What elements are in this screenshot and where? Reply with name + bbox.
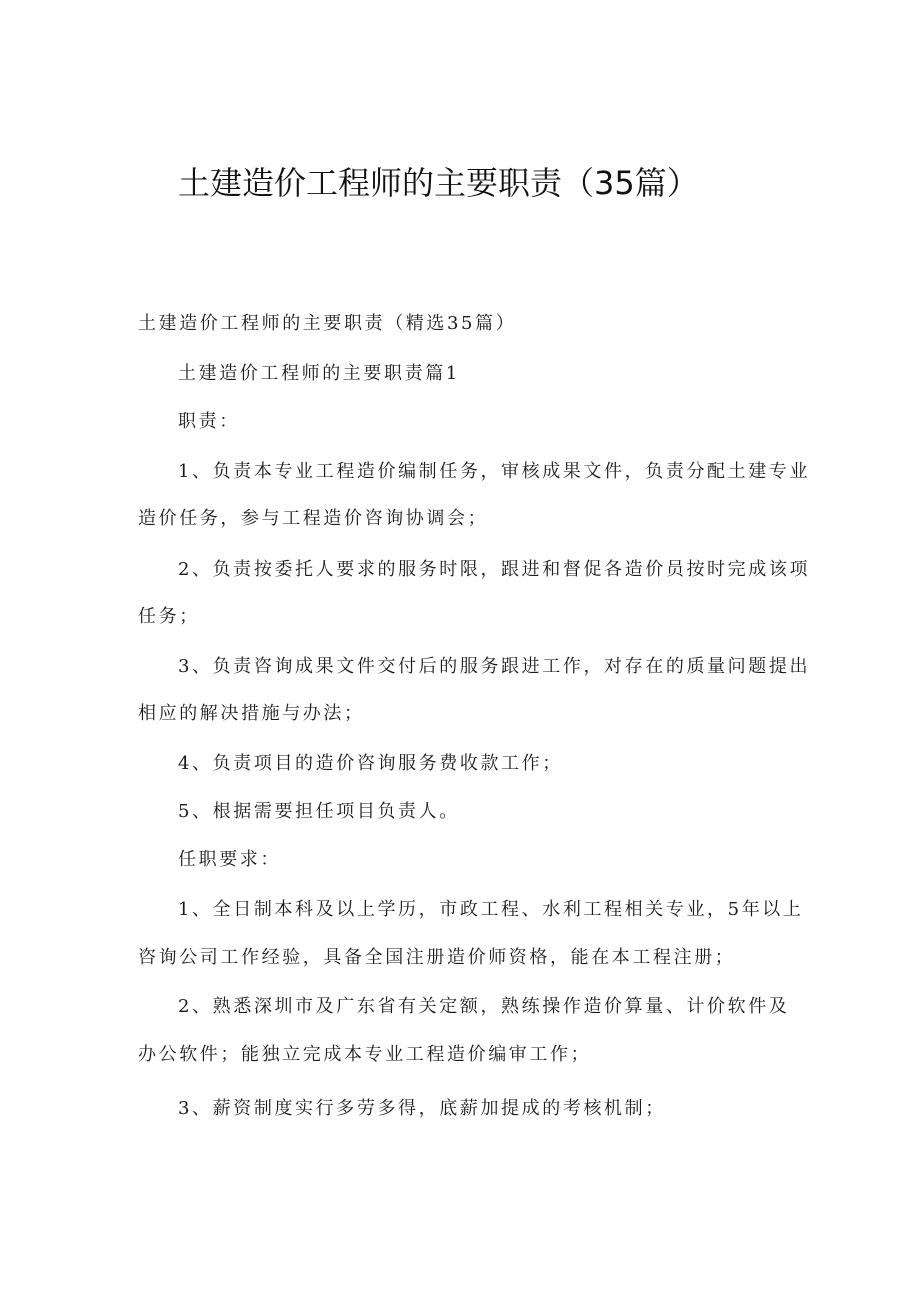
requirement-item-1-line-2: 咨询公司工作经验，具备全国注册造价师资格，能在本工程注册； [138,947,736,968]
document-subtitle: 土建造价工程师的主要职责（精选35篇） [138,313,517,334]
duty-item-3-line-2: 相应的解决措施与办法； [138,703,365,724]
requirements-label: 任职要求： [178,849,281,870]
duty-item-1-line-2: 造价任务，参与工程造价咨询协调会； [138,508,489,529]
requirement-item-1-line-1: 1、全日制本科及以上学历，市政工程、水利工程相关专业，5年以上 [178,899,804,920]
requirement-item-3: 3、薪资制度实行多劳多得，底薪加提成的考核机制； [178,1098,666,1119]
duty-item-5: 5、根据需要担任项目负责人。 [178,801,460,822]
duty-item-4: 4、负责项目的造价咨询服务费收款工作； [178,753,563,774]
duty-item-3-line-1: 3、负责咨询成果文件交付后的服务跟进工作，对存在的质量问题提出 [178,656,811,677]
duty-item-2-line-1: 2、负责按委托人要求的服务时限，跟进和督促各造价员按时完成该项 [178,559,811,580]
duty-item-1-line-1: 1、负责本专业工程造价编制任务，审核成果文件，负责分配土建专业 [178,461,811,482]
document-title: 土建造价工程师的主要职责（35篇） [178,164,699,202]
duty-item-2-line-2: 任务； [138,606,200,627]
requirement-item-2-line-1: 2、熟悉深圳市及广东省有关定额，熟练操作造价算量、计价软件及 [178,996,790,1017]
requirement-item-2-line-2: 办公软件；能独立完成本专业工程造价编审工作； [138,1044,592,1065]
section-heading: 土建造价工程师的主要职责篇1 [178,363,460,384]
duties-label: 职责： [178,411,240,432]
